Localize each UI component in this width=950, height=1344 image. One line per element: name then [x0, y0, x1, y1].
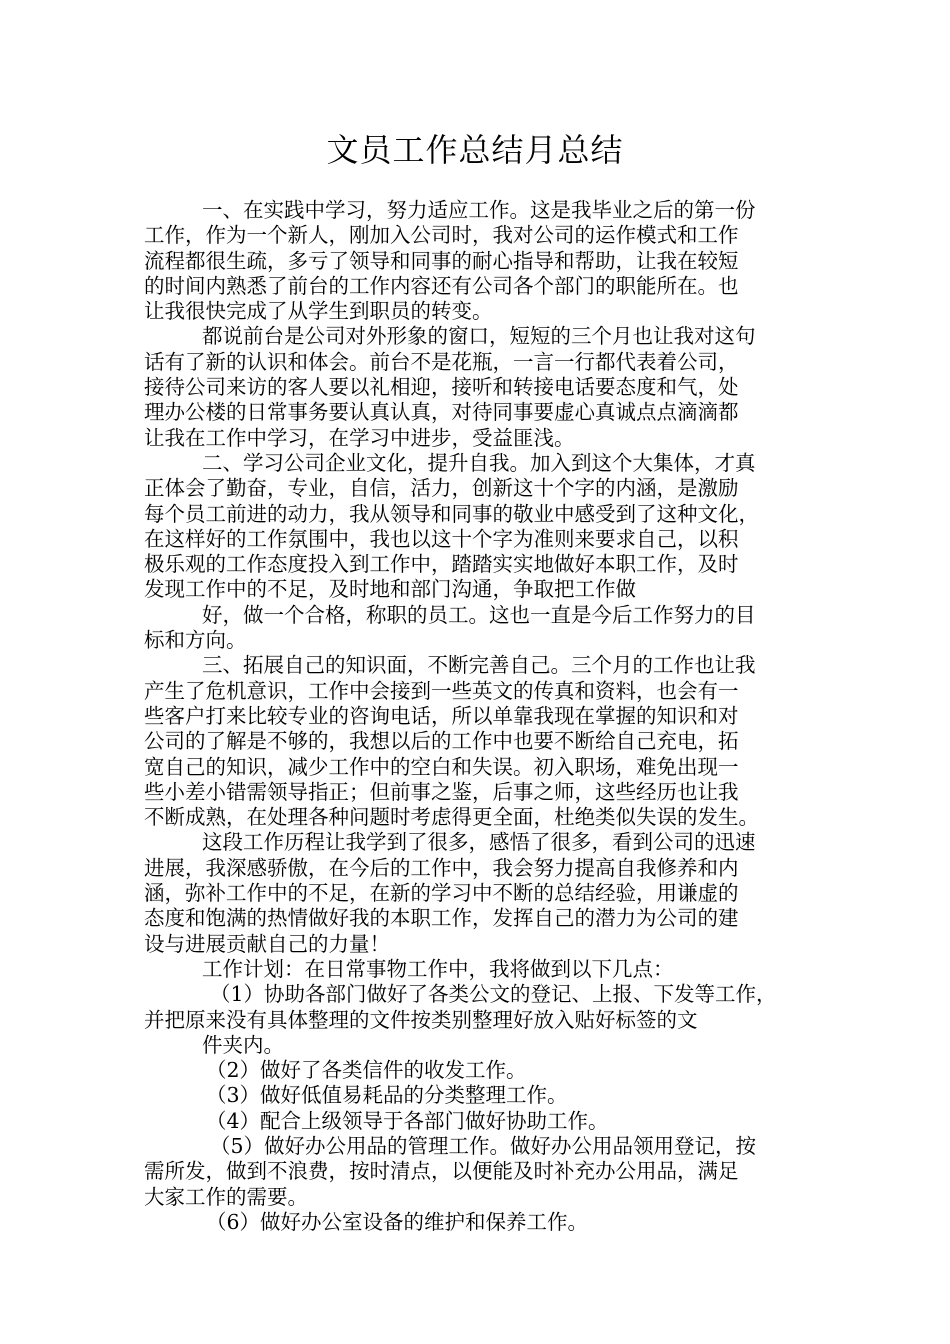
paragraph-line: 产生了危机意识，工作中会接到一些英文的传真和资料，也会有一 [144, 678, 739, 703]
paragraph-line: 一、在实践中学习，努力适应工作。这是我毕业之后的第一份 [202, 198, 756, 222]
paragraph-line: 工作，作为一个新人，刚加入公司时，我对公司的运作模式和工作 [144, 223, 739, 248]
paragraph-line: 正体会了勤奋，专业，自信，活力，创新这十个字的内涵，是激励 [144, 476, 739, 501]
paragraph-line: 极乐观的工作态度投入到工作中，踏踏实实地做好本职工作，及时 [144, 552, 739, 577]
document-body [144, 198, 814, 1235]
paragraph-line: 都说前台是公司对外形象的窗口，短短的三个月也让我对这句 [202, 324, 756, 349]
paragraph-line: 理办公楼的日常事务要认真认真，对待同事要虚心真诚点点滴滴都 [144, 400, 739, 425]
list-item-line: （4）配合上级领导于各部门做好协助工作。 [206, 1108, 609, 1133]
paragraph-line: 公司的了解是不够的，我想以后的工作中也要不断给自己充电，拓 [144, 729, 739, 754]
paragraph-line: 流程都很生疏，多亏了领导和同事的耐心指导和帮助，让我在较短 [144, 248, 739, 273]
paragraph-line: 些小差小错需领导指正；但前事之鉴，后事之师，这些经历也让我 [144, 779, 739, 804]
paragraph-line: 在这样好的工作氛围中，我也以这十个字为准则来要求自己，以积 [144, 526, 739, 551]
paragraph-line: 接待公司来访的客人要以礼相迎，接听和转接电话要态度和气，处 [144, 375, 739, 400]
paragraph-line: 的时间内熟悉了前台的工作内容还有公司各个部门的职能所在。也 [144, 273, 739, 298]
paragraph-line: 让我在工作中学习，在学习中进步，受益匪浅。 [144, 425, 575, 450]
paragraph-line: 进展，我深感骄傲，在今后的工作中，我会努力提高自我修养和内 [144, 855, 739, 880]
list-item-line: 并把原来没有具体整理的文件按类别整理好放入贴好标签的文 [144, 1007, 698, 1032]
paragraph-line: 不断成熟，在处理各种问题时考虑得更全面，杜绝类似失误的发生。 [144, 805, 759, 830]
document-title: 文员工作总结月总结 [326, 131, 624, 169]
paragraph-line: 涵，弥补工作中的不足，在新的学习中不断的总结经验，用谦虚的 [144, 881, 739, 906]
paragraph-line: 发现工作中的不足，及时地和部门沟通，争取把工作做 [144, 577, 636, 602]
paragraph-line: 让我很快完成了从学生到职员的转变。 [144, 299, 493, 324]
paragraph-line: 设与进展贡献自己的力量！ [144, 931, 390, 956]
list-item-line: （6）做好办公室设备的维护和保养工作。 [206, 1209, 589, 1234]
paragraph-line: 好，做一个合格，称职的员工。这也一直是今后工作努力的目 [202, 602, 756, 627]
paragraph-line: 态度和饱满的热情做好我的本职工作，发挥自己的潜力为公司的建 [144, 906, 739, 931]
paragraph-line: 三、拓展自己的知识面，不断完善自己。三个月的工作也让我 [202, 653, 756, 678]
list-item-line: （5）做好办公用品的管理工作。做好办公用品领用登记，按 [210, 1133, 757, 1158]
paragraph-line: 二、学习公司企业文化，提升自我。加入到这个大集体，才真 [202, 450, 756, 475]
list-item-line: （2）做好了各类信件的收发工作。 [206, 1058, 527, 1083]
list-item-line: （3）做好低值易耗品的分类整理工作。 [206, 1083, 568, 1108]
paragraph-line: 话有了新的认识和体会。前台不是花瓶，一言一行都代表着公司， [144, 349, 739, 374]
list-item-line: （1）协助各部门做好了各类公文的登记、上报、下发等工作， [210, 982, 777, 1007]
list-item-line: 需所发，做到不浪费，按时清点，以便能及时补充办公用品，满足 [144, 1159, 739, 1184]
list-item-line: 大家工作的需要。 [144, 1184, 308, 1209]
paragraph-line: 这段工作历程让我学到了很多，感悟了很多，看到公司的迅速 [202, 830, 756, 855]
paragraph-line: 些客户打来比较专业的咨询电话，所以单靠我现在掌握的知识和对 [144, 703, 739, 728]
list-item-line: 件夹内。 [202, 1032, 284, 1057]
paragraph-line: 标和方向。 [144, 628, 247, 653]
paragraph-line: 宽自己的知识，减少工作中的空白和失误。初入职场，难免出现一 [144, 754, 739, 779]
paragraph-line: 工作计划：在日常事物工作中，我将做到以下几点： [202, 956, 674, 981]
paragraph-line: 每个员工前进的动力，我从领导和同事的敬业中感受到了这种文化， [144, 501, 759, 526]
